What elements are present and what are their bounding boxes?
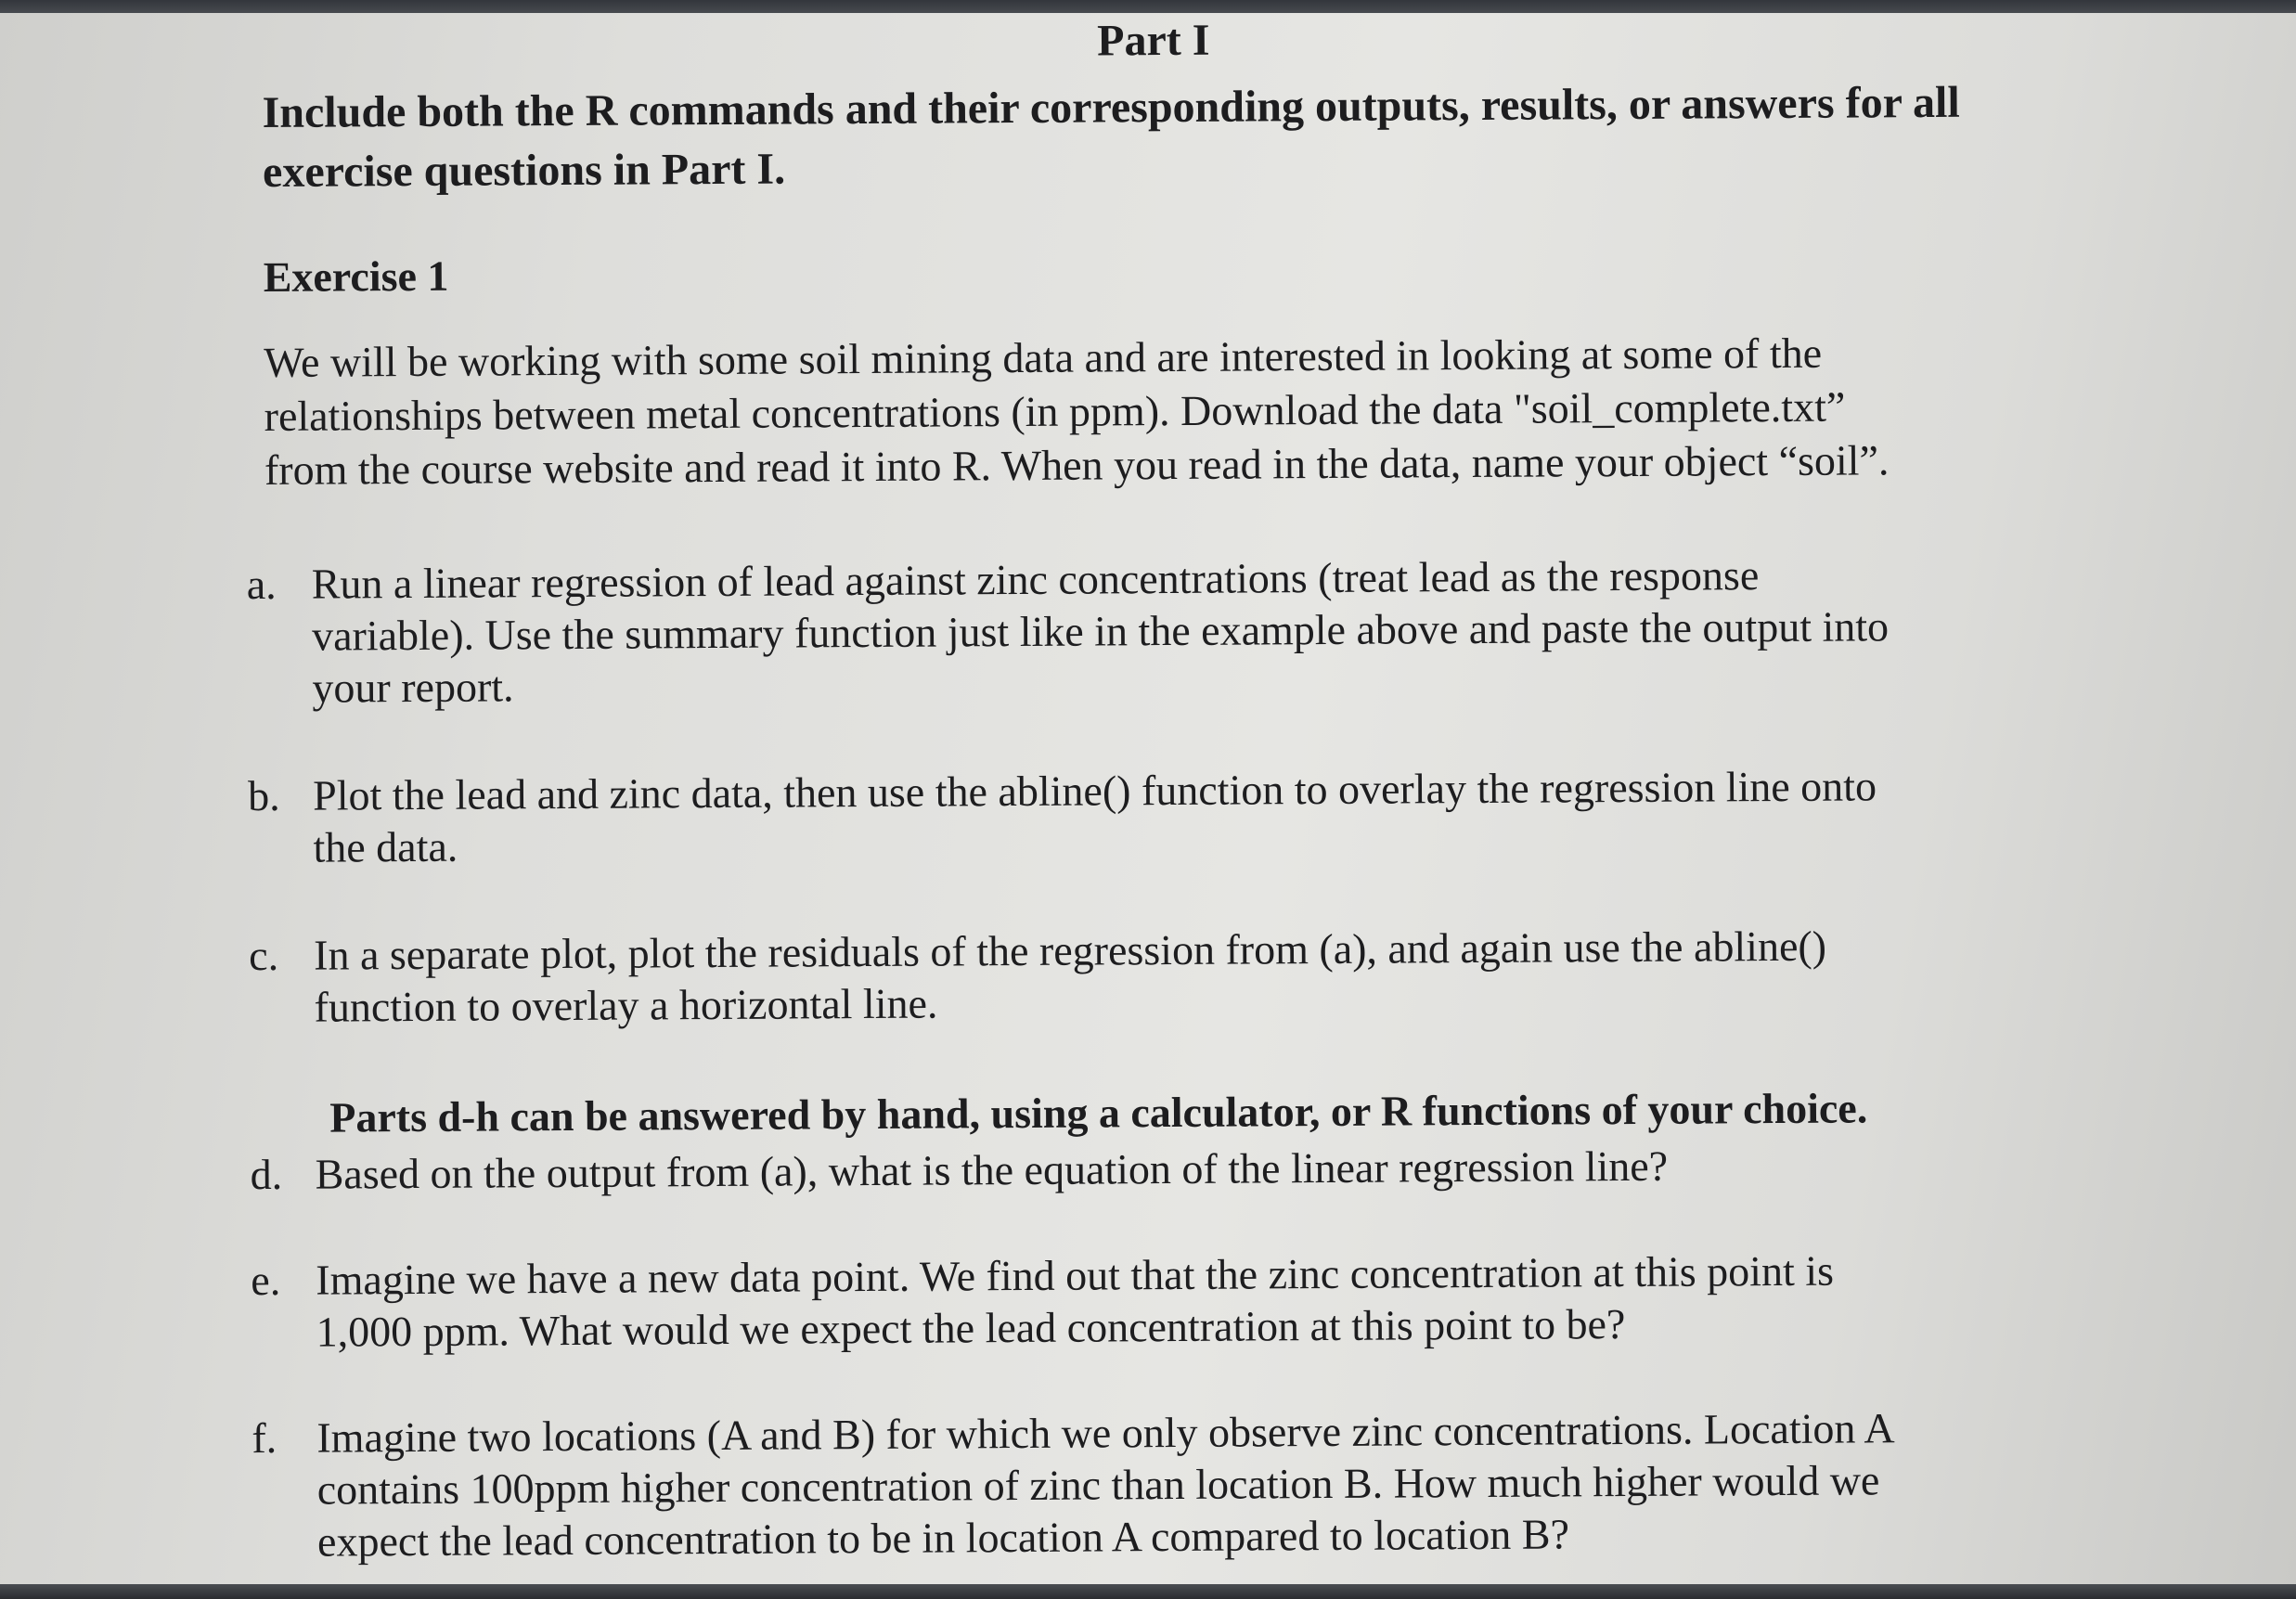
question-label: e. [251, 1256, 281, 1305]
question-line: function to overlay a horizontal line. [314, 979, 938, 1031]
exercise-title: Exercise 1 [263, 251, 449, 301]
question-label: b. [247, 771, 280, 820]
exercise-description [264, 326, 1889, 497]
parts-d-h-note: Parts d-h can be answered by hand, using a calculator, or R functions of your choice. [329, 1084, 1868, 1141]
question-label: f. [252, 1413, 277, 1463]
question-line: contains 100ppm higher concentration of zinc than location B. How much higher would we [316, 1456, 1880, 1514]
intro-line-1: Include both the R commands and their corresponding outputs, results, or answers for all [262, 77, 1960, 137]
screen-bottom-bezel [0, 1584, 2296, 1599]
document-page [0, 13, 2296, 1586]
question-line: Imagine two locations (A and B) for which we only observe zinc concentrations. Location A [316, 1404, 1895, 1462]
description-line-2: relationships between metal concentrations (in ppm). Download the data "soil_complete.txt” [264, 382, 1846, 440]
question-line: Based on the output from (a), what is the equation of the linear regression line? [315, 1141, 1669, 1198]
question-text [313, 759, 2151, 874]
question-line: your report. [312, 663, 514, 712]
intro-instructions [262, 72, 2100, 202]
question-line: the data. [313, 822, 458, 871]
question-label: c. [249, 931, 279, 980]
question-line: In a separate plot, plot the residuals of the regression from (a), and again use the abline() [314, 922, 1827, 979]
question-label: a. [246, 560, 277, 609]
question-line: Imagine we have a new data point. We find out that the zinc concentration at this point is [316, 1246, 1835, 1304]
question-line: Run a linear regression of lead against zinc concentrations (treat lead as the response [311, 551, 1760, 608]
question-line: Plot the lead and zinc data, then use the abline() function to overlay the regression line onto [312, 762, 1877, 819]
question-line: variable). Use the summary function just like in the example above and paste the output into [311, 602, 1890, 660]
question-text [312, 548, 2150, 715]
question-text [314, 919, 2152, 1034]
question-text [316, 1244, 2154, 1359]
description-line-3: from the course website and read it into R. When you read in the data, name your object “soil”. [264, 436, 1890, 494]
intro-line-2: exercise questions in Part I. [262, 144, 786, 197]
part-title: Part I [1097, 15, 1210, 66]
question-line: expect the lead concentration to be in location A compared to location B? [316, 1510, 1570, 1566]
question-text [315, 1138, 2152, 1201]
question-label: d. [250, 1150, 283, 1199]
description-line-1: We will be working with some soil mining data and are interested in looking at some of the [264, 329, 1823, 386]
question-text [316, 1401, 2155, 1568]
question-line: 1,000 ppm. What would we expect the lead concentration at this point to be? [316, 1300, 1626, 1356]
